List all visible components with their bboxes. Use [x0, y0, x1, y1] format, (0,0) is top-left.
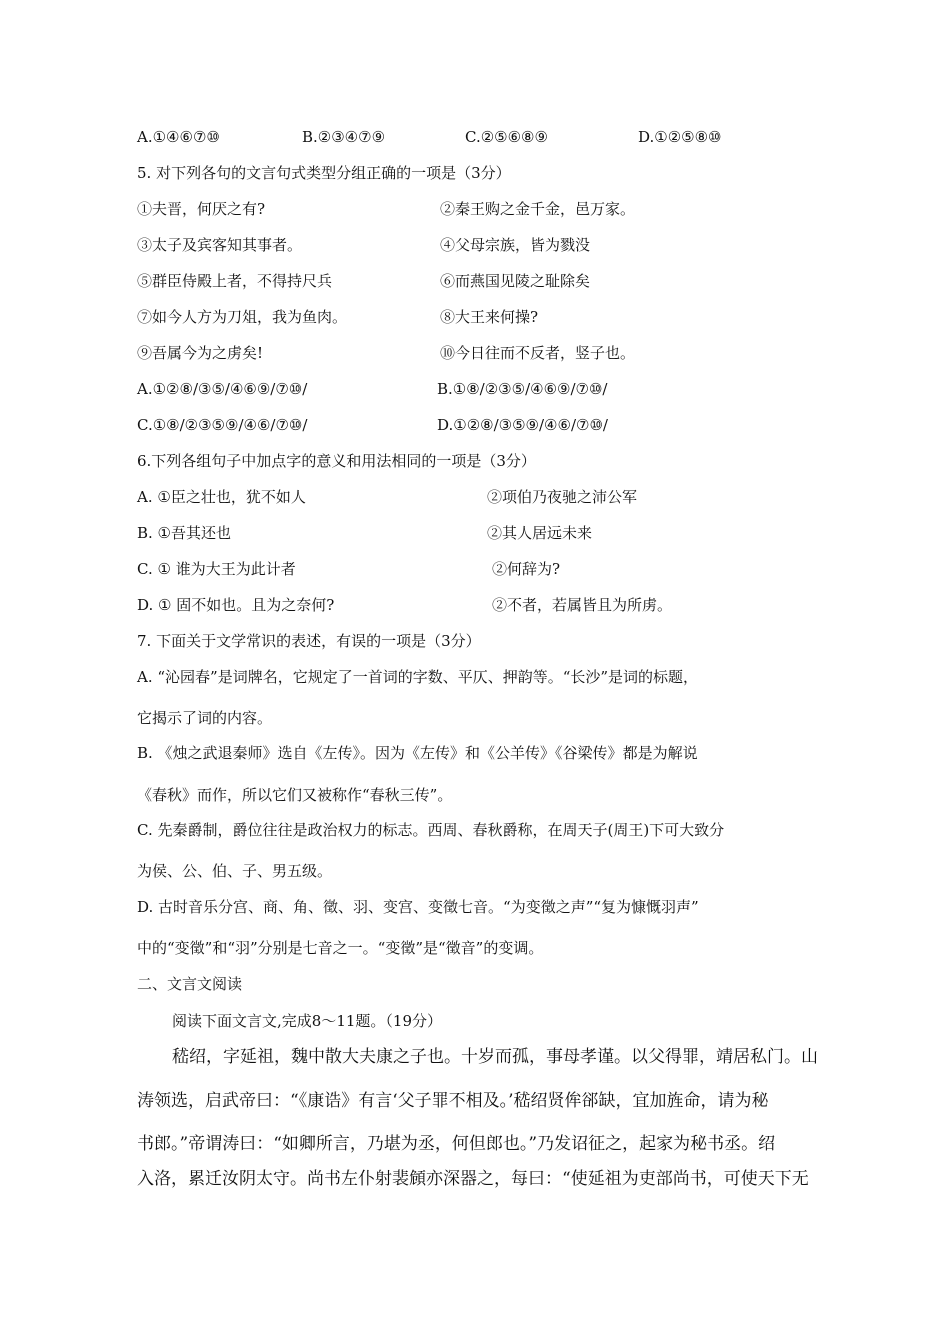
- q7-option-c: C. 先秦爵制，爵位往往是政治权力的标志。西周、春秋爵称，在周天子(周王)下可大致分: [137, 821, 725, 839]
- q5-sentence-10: ⑩今日往而不反者，竖子也。: [440, 344, 636, 362]
- q5-sentence-7: ⑦如今人方为刀俎，我为鱼肉。: [137, 308, 348, 326]
- q6-option-b-1: B. ①吾其还也: [137, 524, 232, 542]
- q5-sentence-1: ①夫晋，何厌之有?: [137, 200, 266, 218]
- section-heading: 二、文言文阅读: [137, 975, 243, 993]
- passage-line: 涛领选，启武帝曰：“《康诰》有言‘父子罪不相及。’嵇绍贤侔郤缺，宜加旌命，请为秘: [137, 1091, 769, 1111]
- q5-sentence-3: ③太子及宾客知其事者。: [137, 236, 303, 254]
- q5-option-d: D.①②⑧/③⑤⑨/④⑥/⑦⑩/: [437, 416, 608, 434]
- passage-line: 嵇绍，字延祖，魏中散大夫康之子也。十岁而孤，事母孝谨。以父得罪，靖居私门。山: [172, 1047, 818, 1067]
- passage-line: 入洛，累迁汝阴太守。尚书左仆射裴頠亦深器之，每曰：“使延祖为吏部尚书，可使天下无: [137, 1169, 809, 1189]
- q4-option-c: C.②⑤⑥⑧⑨: [465, 128, 548, 146]
- q5-sentence-4: ④父母宗族，皆为戮没: [440, 236, 591, 254]
- q7-option-d: D. 古时音乐分宫、商、角、徵、羽、变宫、变徵七音。“为变徵之声”“复为慷慨羽声”: [137, 898, 699, 916]
- q4-option-a: A.①④⑥⑦⑩: [137, 128, 220, 146]
- q6-stem: 6.下列各组句子中加点字的意义和用法相同的一项是（3分）: [137, 452, 536, 470]
- q5-option-c: C.①⑧/②③⑤⑨/④⑥/⑦⑩/: [137, 416, 308, 434]
- q6-option-c-1: C. ① 谁为大王为此计者: [137, 560, 296, 578]
- q5-sentence-8: ⑧大王来何操?: [440, 308, 539, 326]
- q7-option-a: A. “沁园春”是词牌名，它规定了一首词的字数、平仄、押韵等。“长沙”是词的标题，: [137, 668, 699, 686]
- q7-option-c-cont: 为侯、公、伯、子、男五级。: [137, 862, 333, 880]
- passage-line: 书郎。”帝谓涛曰：“如卿所言，乃堪为丞，何但郎也。”乃发诏征之，起家为秘书丞。绍: [137, 1134, 776, 1154]
- q7-stem: 7. 下面关于文学常识的表述，有误的一项是（3分）: [137, 632, 481, 650]
- q6-option-d-2: ②不者，若属皆且为所虏。: [492, 596, 673, 614]
- q6-option-c-2: ②何辞为?: [492, 560, 561, 578]
- q7-option-b: B. 《烛之武退秦师》选自《左传》。因为《左传》和《公羊传》《谷梁传》都是为解说: [137, 744, 698, 762]
- q7-option-a-cont: 它揭示了词的内容。: [137, 709, 273, 727]
- q6-option-a-2: ②项伯乃夜驰之沛公军: [487, 488, 638, 506]
- q5-stem: 5. 对下列各句的文言句式类型分组正确的一项是（3分）: [137, 164, 511, 182]
- q5-option-a: A.①②⑧/③⑤/④⑥⑨/⑦⑩/: [137, 380, 308, 398]
- q6-option-b-2: ②其人居远未来: [487, 524, 593, 542]
- q5-sentence-6: ⑥而燕国见陵之耻除矣: [440, 272, 591, 290]
- q4-option-d: D.①②⑤⑧⑩: [638, 128, 722, 146]
- q5-option-b: B.①⑧/②③⑤/④⑥⑨/⑦⑩/: [437, 380, 608, 398]
- q6-option-a-1: A. ①臣之壮也，犹不如人: [137, 488, 306, 506]
- q5-sentence-5: ⑤群臣侍殿上者，不得持尺兵: [137, 272, 333, 290]
- q7-option-b-cont: 《春秋》而作，所以它们又被称作“春秋三传”。: [137, 786, 453, 804]
- q6-option-d-1: D. ① 固不如也。且为之奈何?: [137, 596, 335, 614]
- q7-option-d-cont: 中的“变徵”和“羽”分别是七音之一。“变徵”是“徵音”的变调。: [137, 939, 544, 957]
- q5-sentence-2: ②秦王购之金千金，邑万家。: [440, 200, 636, 218]
- section-intro: 阅读下面文言文,完成8～11题。（19分）: [172, 1012, 442, 1030]
- q5-sentence-9: ⑨吾属今为之虏矣!: [137, 344, 264, 362]
- q4-option-b: B.②③④⑦⑨: [302, 128, 386, 146]
